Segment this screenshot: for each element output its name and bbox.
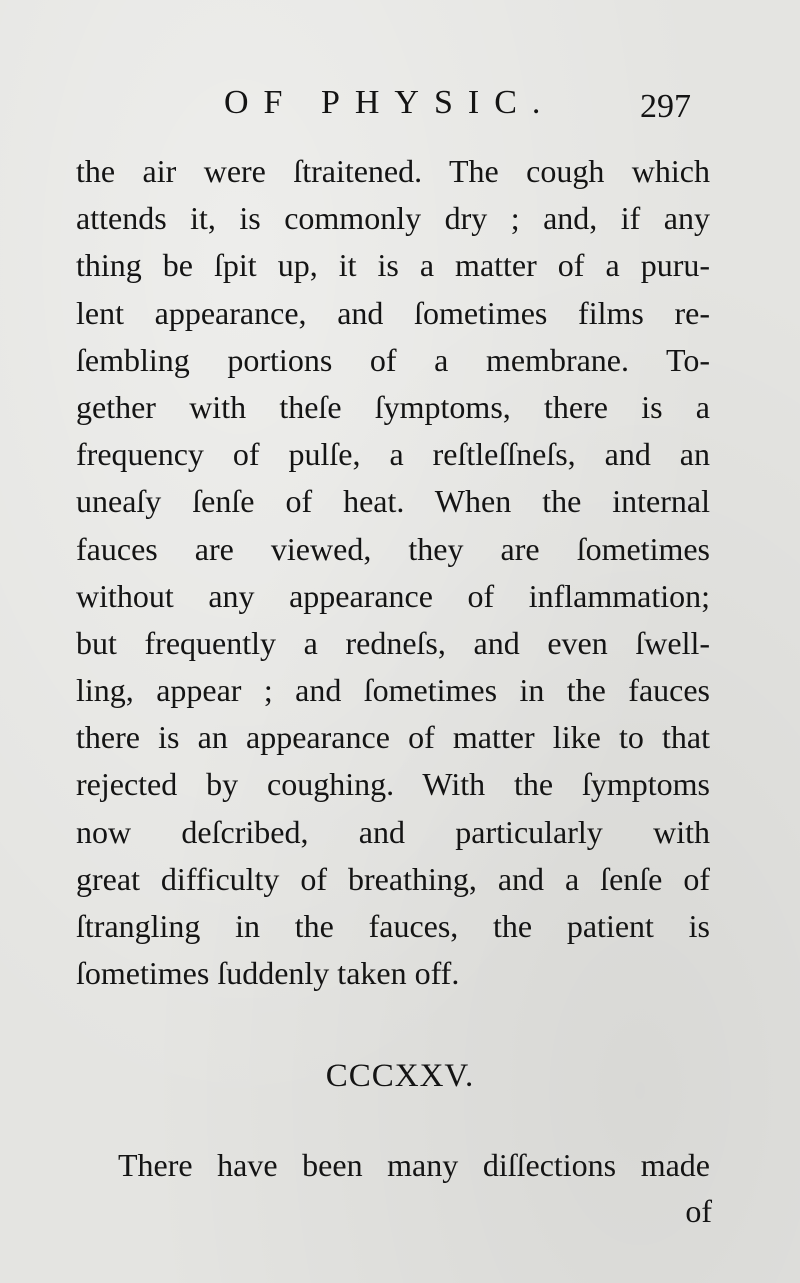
body-paragraph xyxy=(76,148,710,997)
text-line: there is an appearance of matter like to that xyxy=(76,719,710,756)
section-number: CCCXXV. xyxy=(325,1058,475,1094)
text-line: frequency of pulſe, a reſtleſſneſs, and an xyxy=(76,436,710,473)
text-line: ſtrangling in the fauces, the patient is xyxy=(76,908,710,944)
page-number: 297 xyxy=(640,88,691,125)
text-line: uneaſy ſenſe of heat. When the internal xyxy=(76,483,710,520)
text-line: lent appearance, and ſometimes films re- xyxy=(76,294,710,331)
text-line: without any appearance of inflammation; xyxy=(76,577,710,614)
text-line: great difficulty of breathing, and a ſenſe of xyxy=(76,860,710,897)
text-line: gether with theſe ſymptoms, there is a xyxy=(76,388,710,425)
running-head-title: OF PHYSIC. xyxy=(224,84,556,121)
text-line: now deſcribed, and particularly with xyxy=(76,813,710,850)
text-line: ſometimes ſuddenly taken off. xyxy=(76,955,460,992)
text-line: ſembling portions of a membrane. To- xyxy=(76,341,710,378)
text-line: fauces are viewed, they are ſometimes xyxy=(76,530,710,567)
text-line: attends it, is commonly dry ; and, if any xyxy=(76,200,710,237)
text-line: ling, appear ; and ſometimes in the fauces xyxy=(76,672,710,709)
text-line: the air were ſtraitened. The cough which xyxy=(76,153,710,189)
catchword: of xyxy=(685,1193,712,1229)
text-line: thing be ſpit up, it is a matter of a puru- xyxy=(76,247,710,284)
text-line: rejected by coughing. With the ſymptoms xyxy=(76,766,710,803)
text-line: but frequently a redneſs, and even ſwell- xyxy=(76,624,710,661)
section-first-line: There have been many diſſections made xyxy=(118,1147,710,1183)
running-head xyxy=(0,78,800,128)
